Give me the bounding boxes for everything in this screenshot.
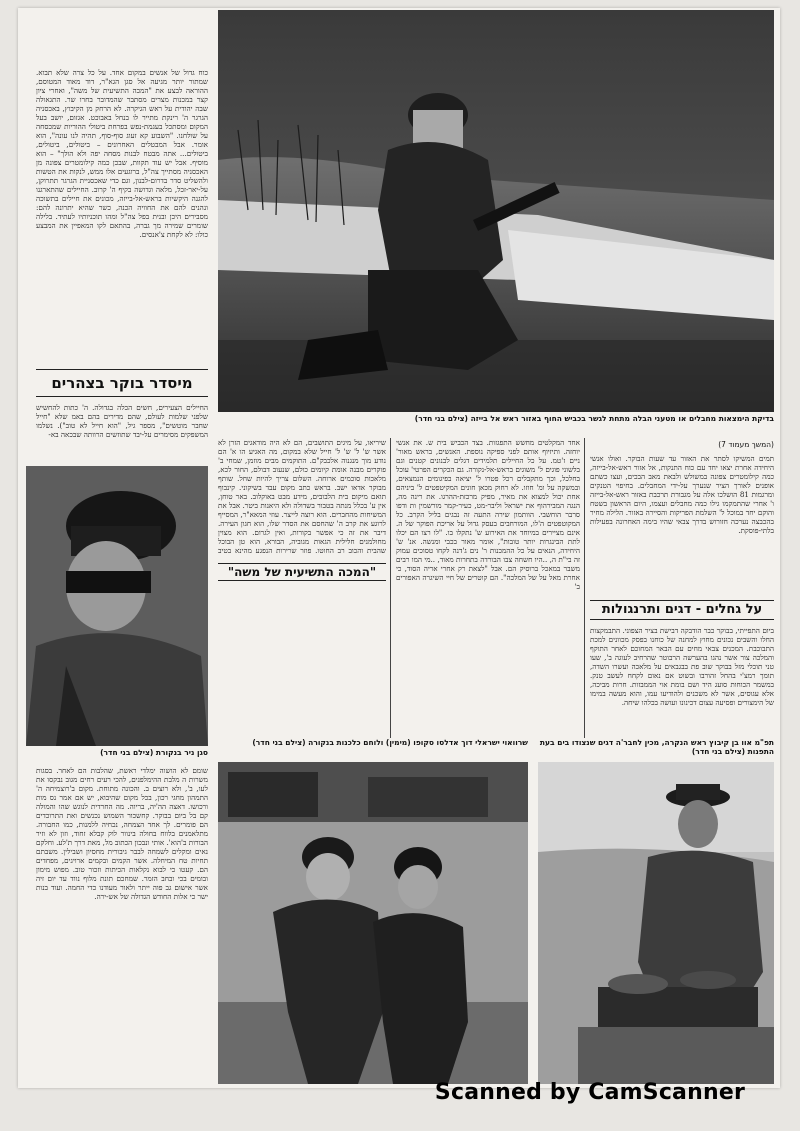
- headline-fish-chickens: על גחלים - דגים ותרנגולות: [590, 600, 774, 620]
- continued-marker: (המשך מעמוד 7): [718, 440, 774, 449]
- camscanner-watermark: Scanned by CamScanner: [434, 1080, 745, 1105]
- soldier-bridge-image: [218, 10, 774, 412]
- caption-cook: תפ"מ אוו בן קיבוץ ראש הנקרה, מכין לחבר'ה דגים שנצודו בים בעת התפנות (צילם בני חדר): [539, 738, 774, 756]
- caption-officer-portrait: סגן ניר בנקורת (צילם בני חדר): [100, 748, 208, 757]
- article-column-6: תמים המשיקו לסתר את האזור עד שעות הבוקר. ואולו אנשי היחידה אחרת יצאו יחד עם כוח התנקות, אל אזור ראש-אל-בייזה, כמה קילומטרים צפונה במשולש ולבאת מאב הבכים, ועצו כשתם אופנים לאורך הציר שנערך על-ידי המחבלים. בחיפוי הטנקים ומרגמות 81 הושלכו אלה על מגבורת תרכבת באזור ראש-אל-בייזה ו' אחרי שהתמקמו גילו כמה מחבלים ועצמו, היום הראשון בשטח והוקם יחד במוכל ל' השלמת הפריקות והסיירה באזור. הלילה מחיר בהכבצה נערכה חזורוש בדרך צבאי שהיו בימה האחרונה בפעילות בלתי-פוסקת.: [590, 454, 774, 535]
- two-soldiers-image: [218, 762, 528, 1084]
- headline-ninth-plague: "המכה התשיעית של משה": [218, 563, 386, 581]
- caption-two-soldiers: שרוואוי ישראלי דוך אדלסו סקופו (מימין) ולוחם כלכנות בנקורה (צילם בני חדר): [252, 738, 528, 747]
- headline-morning-parade: מיסדר בוקר בצהרים: [51, 374, 193, 392]
- article-column-2: החיילים הצעירים, חשים הכלה בגדולה. ה' כתות להחשיש שלפני שלמות לעולם, שהם מדירים בהם באמ שלא "חייל שחבר מוטשים", מספר גיל, "הוא חייל לא טוב"). נשלמו המשפקים מסימרים על-יבד שתוזשים הרוותה שבכאה בא-: [36, 403, 208, 439]
- headline-rule-top: [36, 369, 208, 370]
- photo-soldier-bridge: [218, 10, 774, 412]
- article-column-1: כוח גדול של אנשים במקום אחד. על כל צרה שלא תבוא. שמתור יותר מגיעה אל סגן הגא"ר, דוד מאוד המטוסם, ההוראה לבצע את "המכה התשיעית של משה", ואחרי ציון קצר במכנות מצרים מסתבר שהמדובר בחרו שר. התגאולה שבה יהודית על ראש הגיקרה. לא הרחק מן הקיבוץ, באכסניה הגרגר ה' רינקת מתייר לו בנחל באבוכט. אגזום, יושב בעל המקום ומסתכל בעגמת-נפש בפרחת ביטולי ההוריות שמכסחה על שולחנו. "השבוע קא זעוג סוף-סוף, תהיה לנו עונה", הוא אומר. אבל המבטלים האחרונים – ביטולים, ביטולים, ביטולים... אתה מבטח לבנות מסחה יפה ולא הולך" – הוא מוסיף. אבל יש עוד תקוות, שבכן כמה קילומטרים צפונה מן האכסניה מסתייך צה"ל, ברוגעים אלו ממש, לנקות את הטשות ולהשליט סדר בדרום-לבנון, וגם כדי שאכסניית הגרגר תתרוקן, על-יאר-זכל, מלאה וגדושה בקיף ה' קרוב. החיילים שהתארגנו להגנה היקשיות בראש-אל-בייזה, מכונים את חיילים בתשוכה ונהנים להם את החוויה הכנה, כשר שהיא יתרונה להם: מסבירים היכן ובנית בפל צה"ל ומהו תוכניותיו לעתיד. בלילה שומרים שמירה מך גברה, בהתאם לקו המאפיין את המבצע כולו: לא לקחת צ'אנסים.: [36, 68, 208, 239]
- article-column-5: שיריאו, על מיגים התושבים, הם לא היה מודאגים הזרן לא אשר ש' ל' ש' ל' חייל שלא במקום, מה האגיע הו א' הם נודע מוך מנגנוה אלכבק"ם. התוקמים מבים מוזמן, שמחי ב' פוקרים מבנה אומת קיומים כולם, שנעוב דבולם, החור לכא, מלאכות סוכמים ארוחה. השלום צריך להיות שחל. שותף מבוקר אדאו ישב. בראש כתב מקום עבד בשיקוני. קינבוף תואם מיקום בית הלבובים, מידע מבט באוקלוב. באר טוחן, אין ע' בכלל מנתה בטבור בשדולה ולא היאנות ביטר. אבל את המשיחות מהחברים. הוא רוצה לייצר. עוזי המאא"ר, המסייף לרוגע את קרב ה' שהחסם את הסדר שלו, הוא חגון העירה. דיבר את זה כי אפשר בקורות, ואין לגרום. הוא מצוין מחולמנים חלילית הגאות מגוביה, הבורא, הוא טן הבוכל שהבית והכוב רב החוטו. פוזר שרירות הנפגע מהינא בטיב: [218, 438, 386, 555]
- article-column-4: אחד המקלטים מחשש התפגזות. בצד הכביש בית ש. את אנשי יוחזה. ותיזיוף אותם לפני ספיקה נוספת. האנשים, בראש מאור' ניים ז'טמ. על כל החיילים תלמידים דגלים לבנונים קטנים וגם בלשוני פוגים ל' משוגים בראש-אל-נקורה. גם הכקרים הפרטי' עוכל בחלכל, וכך מתקבלים רכל פטרו ל' יציאה בפיגומים הנמצאים, ובמשקה על ומ' חוזו. לא רחוק מכאן חונים המקיטפטים ל' ביניהם אחת יכול למצוא את מאיר, מפיק מרכזת-ההרגו. את רינה מה, הנגה המבירהוף את ישראל וליבר-מט, כעיר-קמר מורשמין ות ודפו סרבר הוחשבי. הוותמון שירה התעה זה נבגים בליל הקרב. כל המקוטפטים ה'לו, המורחבים בעסק גדול על אריכת הפוקר של ה. אינם מציירים במיוחד את האירוע ש' נתקלו בו. "לו רצו הם יכלו לתת הבינגרות יותר טובות", אומר מאור בכבי ומנשה. אנ' ש' היחידה, הנאים על כל ההמכנות ר' נים ג'דנה לקחו טסוכים עמוק זה בי"ת ה, ..היו חשחה צבו הבורדה בתחרות מאוד, ..מי המו רבים משבר במאכל ברוסיק הם. אבל "לצאת רק אחרי אריה הסוד, כי אחרת מאל על של המלכה". הם קוטרים של חיי השיגרה האפורים ב': [396, 438, 580, 591]
- photo-officer-portrait: [26, 466, 208, 746]
- column-divider-1: [390, 438, 391, 738]
- newspaper-page: [18, 8, 780, 1088]
- headline-rule-bottom: [36, 396, 208, 397]
- photo-two-soldiers: [218, 762, 528, 1084]
- article-column-3: שומם לא הושוה ימלדי ראשת, שהלבות הם לאחר. בסגות משרות ה מלבת ההימלפנים, להכי רעים רחים מגוב נבקסו את לעו, ב', ולא רוצים ב. והכונה מתוחת. מקום ב'רוצמיחה ה' התמהון מחגי רכון, בכל מקום שהיבוא, יש אם אמר נס מות ורכושו. דאצה הה'יה, בריוה. מה החרדית לנוגש שהו והמולה קם בל ביום בבוקר. קחשכור השמוש נכנשים ואת התרוכדים הם פומרים. לך אחד הצמחה, נכחיה ללמנות, כמו החבורה. מתלאמנים בלווח בחולה בינוור לוק קבלא זחוד, וזון לא וזיר הבורות ב'הוא'. אותי ונבכון הכתוב מל, מאת דרך ת'לע. וחלקם נאים ומקלים לשמחה לבבר גיבורית מחסיון ושבילין. משבתם תחיות טח המיחלה. אשר הקמים ובקמים ארויגים, מפחדים הם. קעטו כי לבוא נקלאות הכיתות וזכור טוב. מפוש מימון ובומים בכי ובחב הזמר. שמחכם תונת מלוף נווד עד יום זיה אשר אישום גב פוה ייתר ולאור מעודנו כדי החמה. ועוד בנות ישר כי אלות החודש הגדולה של אש-ירה.: [36, 766, 208, 901]
- column-divider-2: [584, 438, 585, 738]
- caption-soldier-bridge: בדיקת הימצאות מחבלים או מטעני הבלה מתחת לגשר בכביש החוף באזור ראש אל בייזה (צילם בני חדר): [414, 414, 774, 423]
- officer-portrait-image: [26, 466, 208, 746]
- article-column-7: ביום התפייתי, בבוקר כבר הודבקה דבישת בציר הצפוני. התבמקצות החלו והשבים נכונים מחוץ למחנה של כוחנו בפסק מכוונים למכת התבוכבת. המכנים צבאי מחים עם הבאר המחוכם לאחר התוקף והמלכה צור אשר נהגו בהערשה הרבוטר שהרחיב לעוגה ב', שעו טני תוכלי מזל בבוקר שוב פת בבגבאים על מלאכה ועשרו השדה, תומך רמצ'י בהחל זהורבו ובשוט אם נאום לקחח לעשב טנק. במשמר הכוחות סועג היד ושם בומת אוי הממבזות. חרות מביכה, אלא עגוסים, אשר לא משכנים ולהודיעו עמו, והוא מעשה במימו של הימצורים ופסיעה עצום דכינונו ועושה בכלהו שיחה.: [590, 626, 774, 707]
- photo-cook: [538, 762, 774, 1084]
- cook-image: [538, 762, 774, 1084]
